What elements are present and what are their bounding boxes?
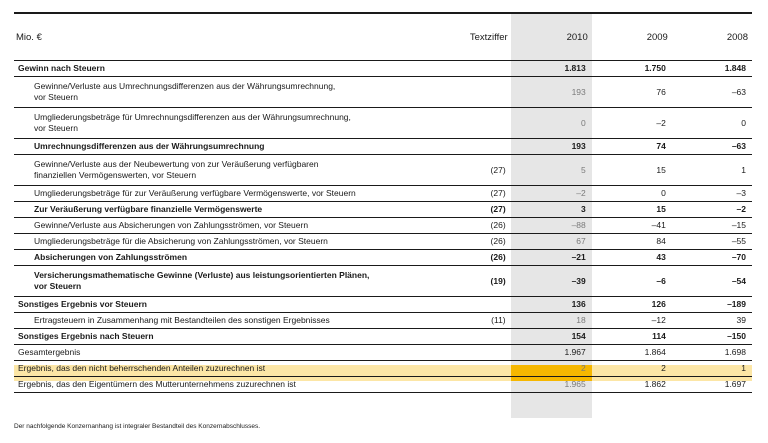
row-label: Ergebnis, das den nicht beherrschenden Anteilen zuzurechnen ist (14, 361, 455, 377)
row-note: (26) (455, 250, 512, 266)
row-label (14, 77, 455, 108)
row-label (14, 266, 455, 297)
value-2008: –150 (672, 329, 752, 345)
year-header-2008: 2008 (672, 14, 752, 61)
table-row (14, 108, 752, 139)
note-header: Textziffer (455, 14, 512, 61)
value-2008: –63 (672, 77, 752, 108)
row-label: Zur Veräußerung verfügbare finanzielle Vermögenswerte (14, 202, 455, 218)
row-label: Gewinne/Verluste aus Absicherungen von Zahlungsströmen, vor Steuern (14, 218, 455, 234)
value-2009: 126 (592, 297, 672, 313)
table-row (14, 139, 752, 155)
value-2008: –15 (672, 218, 752, 234)
row-note (455, 108, 512, 139)
value-2008: –63 (672, 139, 752, 155)
row-label: Umgliederungsbeträge für die Absicherung von Zahlungsströmen, vor Steuern (14, 234, 455, 250)
row-label: Absicherungen von Zahlungsströmen (14, 250, 455, 266)
row-label (14, 108, 455, 139)
value-2008: 1.698 (672, 345, 752, 361)
row-note: (19) (455, 266, 512, 297)
value-2008: –189 (672, 297, 752, 313)
row-label-line-1: Versicherungsmathematische Gewinne (Verluste) aus leistungsorientierten Plänen, (34, 270, 370, 280)
row-label: Ergebnis, das den Eigentümern des Mutterunternehmens zuzurechnen ist (14, 377, 455, 393)
value-2010: 1.813 (512, 61, 592, 77)
table-row (14, 61, 752, 77)
row-label: Ertragsteuern in Zusammenhang mit Bestandteilen des sonstigen Ergebnisses (14, 313, 455, 329)
row-note: (27) (455, 186, 512, 202)
value-2010: 5 (512, 155, 592, 186)
table-row (14, 377, 752, 393)
row-label-line-2: vor Steuern (34, 281, 82, 291)
value-2010: 1.967 (512, 345, 592, 361)
row-note (455, 77, 512, 108)
row-note (455, 61, 512, 77)
row-label-line-1: Gewinne/Verluste aus der Neubewertung von zur Veräußerung verfügbaren (34, 159, 319, 169)
row-label-line-2: vor Steuern (34, 92, 78, 102)
value-2009: 1.750 (592, 61, 672, 77)
value-2010: 136 (512, 297, 592, 313)
income-statement-table (14, 14, 752, 393)
value-2008: –55 (672, 234, 752, 250)
row-note (455, 377, 512, 393)
value-2008: 1.848 (672, 61, 752, 77)
row-note (455, 139, 512, 155)
footnote: Der nachfolgende Konzernanhang ist integraler Bestandteil des Konzernabschlusses. (14, 423, 261, 430)
value-2009: 84 (592, 234, 672, 250)
value-2009: 1.862 (592, 377, 672, 393)
year-header-2010: 2010 (512, 14, 592, 61)
value-2010: 154 (512, 329, 592, 345)
table-row (14, 266, 752, 297)
row-note (455, 329, 512, 345)
row-note (455, 345, 512, 361)
row-label: Gesamtergebnis (14, 345, 455, 361)
value-2010: 193 (512, 77, 592, 108)
row-label: Sonstiges Ergebnis nach Steuern (14, 329, 455, 345)
value-2008: –2 (672, 202, 752, 218)
value-2009: –12 (592, 313, 672, 329)
table-row (14, 186, 752, 202)
value-2010: 2 (512, 361, 592, 377)
row-label-line-1: Gewinne/Verluste aus Umrechnungsdifferenzen aus der Währungsumrechnung, (34, 81, 336, 91)
table-row (14, 297, 752, 313)
table-row (14, 77, 752, 108)
table-row (14, 218, 752, 234)
value-2009: 2 (592, 361, 672, 377)
row-label-line-2: vor Steuern (34, 123, 78, 133)
row-label: Umrechnungsdifferenzen aus der Währungsumrechnung (14, 139, 455, 155)
value-2009: –41 (592, 218, 672, 234)
year-header-2009: 2009 (592, 14, 672, 61)
value-2010: –39 (512, 266, 592, 297)
row-label (14, 155, 455, 186)
table-row (14, 313, 752, 329)
value-2008: 39 (672, 313, 752, 329)
row-note (455, 297, 512, 313)
value-2009: 76 (592, 77, 672, 108)
row-label-line-1: Umgliederungsbeträge für Umrechnungsdifferenzen aus der Währungsumrechnung, (34, 112, 351, 122)
row-note: (27) (455, 202, 512, 218)
value-2008: –54 (672, 266, 752, 297)
value-2010: 18 (512, 313, 592, 329)
row-label: Sonstiges Ergebnis vor Steuern (14, 297, 455, 313)
row-note: (26) (455, 218, 512, 234)
value-2010: 0 (512, 108, 592, 139)
row-note: (26) (455, 234, 512, 250)
table-row (14, 329, 752, 345)
value-2010: 1.965 (512, 377, 592, 393)
row-label: Umgliederungsbeträge für zur Veräußerung verfügbare Vermögenswerte, vor Steuern (14, 186, 455, 202)
table-row-gesamtergebnis (14, 345, 752, 361)
table-row (14, 202, 752, 218)
value-2008: 1 (672, 155, 752, 186)
value-2009: 0 (592, 186, 672, 202)
row-note (455, 361, 512, 377)
value-2008: 1 (672, 361, 752, 377)
value-2009: 15 (592, 202, 672, 218)
value-2010: 3 (512, 202, 592, 218)
value-2009: –6 (592, 266, 672, 297)
value-2008: –70 (672, 250, 752, 266)
header-row (14, 14, 752, 61)
value-2009: 15 (592, 155, 672, 186)
value-2009: 74 (592, 139, 672, 155)
value-2010: 193 (512, 139, 592, 155)
row-note: (11) (455, 313, 512, 329)
row-note: (27) (455, 155, 512, 186)
table-row (14, 250, 752, 266)
value-2010: –88 (512, 218, 592, 234)
unit-header: Mio. € (14, 14, 455, 61)
row-label-line-2: finanziellen Vermögenswerten, vor Steuern (34, 170, 197, 180)
table-row (14, 155, 752, 186)
value-2010: –21 (512, 250, 592, 266)
value-2008: 0 (672, 108, 752, 139)
value-2010: 67 (512, 234, 592, 250)
table-row (14, 234, 752, 250)
value-2008: 1.697 (672, 377, 752, 393)
value-2009: 114 (592, 329, 672, 345)
value-2009: –2 (592, 108, 672, 139)
table-row (14, 361, 752, 377)
value-2008: –3 (672, 186, 752, 202)
value-2009: 1.864 (592, 345, 672, 361)
row-label: Gewinn nach Steuern (14, 61, 455, 77)
value-2010: –2 (512, 186, 592, 202)
value-2009: 43 (592, 250, 672, 266)
